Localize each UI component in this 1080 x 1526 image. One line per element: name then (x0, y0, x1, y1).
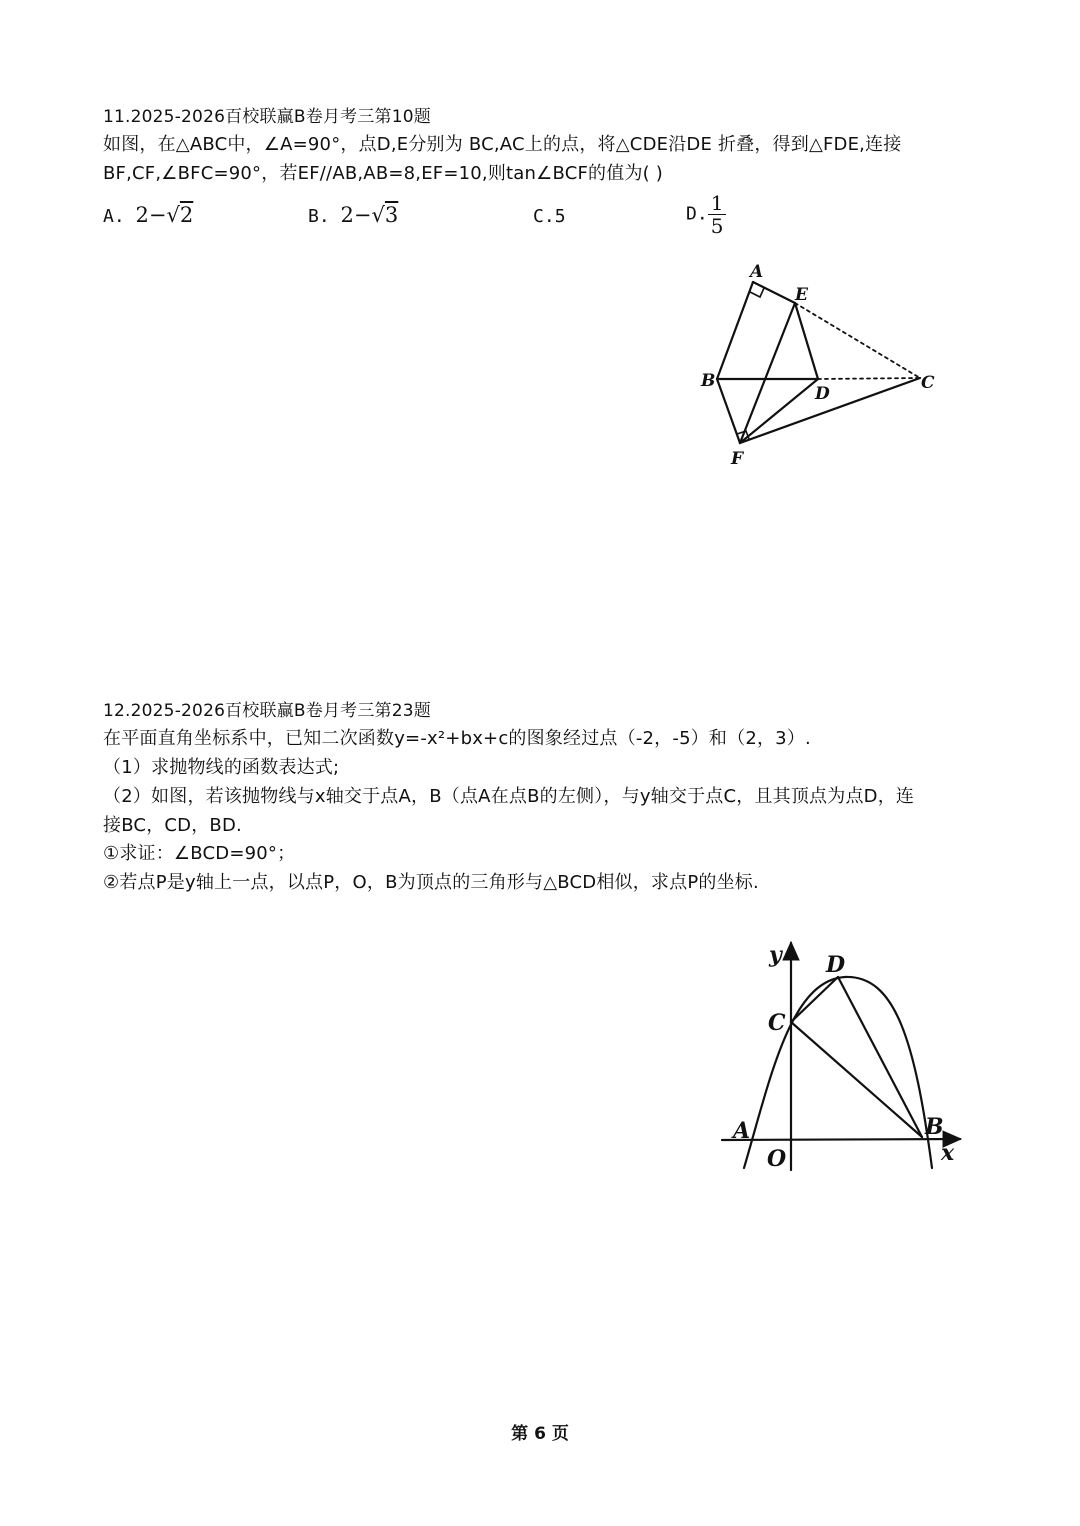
label-a: A (733, 1118, 751, 1144)
segment-cb (791, 1022, 922, 1137)
segment-ae (753, 282, 795, 303)
option-d-fraction (708, 192, 727, 237)
segment-ab (717, 282, 753, 379)
option-b-radical: √ (371, 203, 385, 227)
option-a-radical: √ (166, 203, 180, 227)
option-d-numerator: 1 (708, 192, 727, 215)
label-d: D (826, 952, 846, 978)
label-c: C (921, 373, 935, 393)
q12-text-line2: （1）求抛物线的函数表达式; (103, 757, 340, 778)
q11-option-c (533, 206, 566, 228)
q12-text-line6: ②若点P是y轴上一点，以点P，O，B为顶点的三角形与△BCD相似，求点P的坐标. (103, 872, 759, 893)
option-a-label: A. (103, 206, 125, 227)
segment-db (838, 977, 922, 1137)
q12-text-line3: （2）如图，若该抛物线与x轴交于点A，B（点A在点B的左侧），与y轴交于点C，且其顶点为点D，连 (103, 786, 915, 807)
q11-option-d (686, 192, 726, 237)
option-d-label: D. (686, 203, 708, 225)
segment-dc-dashed (818, 378, 920, 379)
option-b-radicand: 3 (384, 203, 399, 227)
label-a: A (750, 262, 764, 282)
option-b-int: 2 (340, 203, 354, 227)
q12-figure (715, 935, 975, 1175)
label-e: E (795, 285, 808, 305)
segment-fc (740, 378, 920, 443)
option-b-minus: − (353, 203, 372, 227)
q11-option-a (103, 204, 193, 228)
option-a-minus: − (148, 203, 167, 227)
q11-title: 11.2025-2026百校联赢B卷月考三第10题 (103, 107, 431, 127)
q12-text-line5: ①求证：∠BCD=90°； (103, 843, 296, 864)
page-number: 第 6 页 (511, 1424, 569, 1444)
label-o: O (767, 1146, 787, 1172)
q12-title: 12.2025-2026百校联赢B卷月考三第23题 (103, 701, 431, 721)
segment-cd (791, 977, 838, 1022)
q11-figure (690, 255, 950, 470)
q12-text-line4: 接BC，CD，BD. (103, 815, 242, 836)
option-a-radicand: 2 (179, 203, 194, 227)
q11-text-line1: 如图，在△ABC中，∠A=90°，点D,E分别为 BC,AC上的点，将△CDE沿DE 折叠，得到△FDE,连接 (103, 134, 902, 155)
option-b-label: B. (308, 206, 330, 227)
q12-text-line1: 在平面直角坐标系中，已知二次函数y=-x²+bx+c的图象经过点（-2，-5）和（2，3）. (103, 728, 811, 749)
label-x: x (941, 1140, 955, 1166)
right-angle-mark-a (750, 288, 764, 297)
option-c-label: C. (533, 206, 555, 227)
option-a-int: 2 (135, 203, 149, 227)
segment-ef (740, 303, 795, 443)
label-f: F (731, 449, 744, 469)
q11-text-line2: BF,CF,∠BFC=90°，若EF//AB,AB=8,EF=10,则tan∠BCF的值为( ) (103, 163, 664, 184)
option-d-denominator: 5 (710, 214, 724, 238)
option-c-value: 5 (554, 206, 566, 227)
q11-option-b (308, 204, 398, 228)
label-d: D (815, 384, 830, 404)
label-b: B (925, 1114, 944, 1140)
label-y: y (769, 942, 782, 968)
label-b: B (701, 371, 716, 391)
label-c: C (768, 1010, 786, 1036)
